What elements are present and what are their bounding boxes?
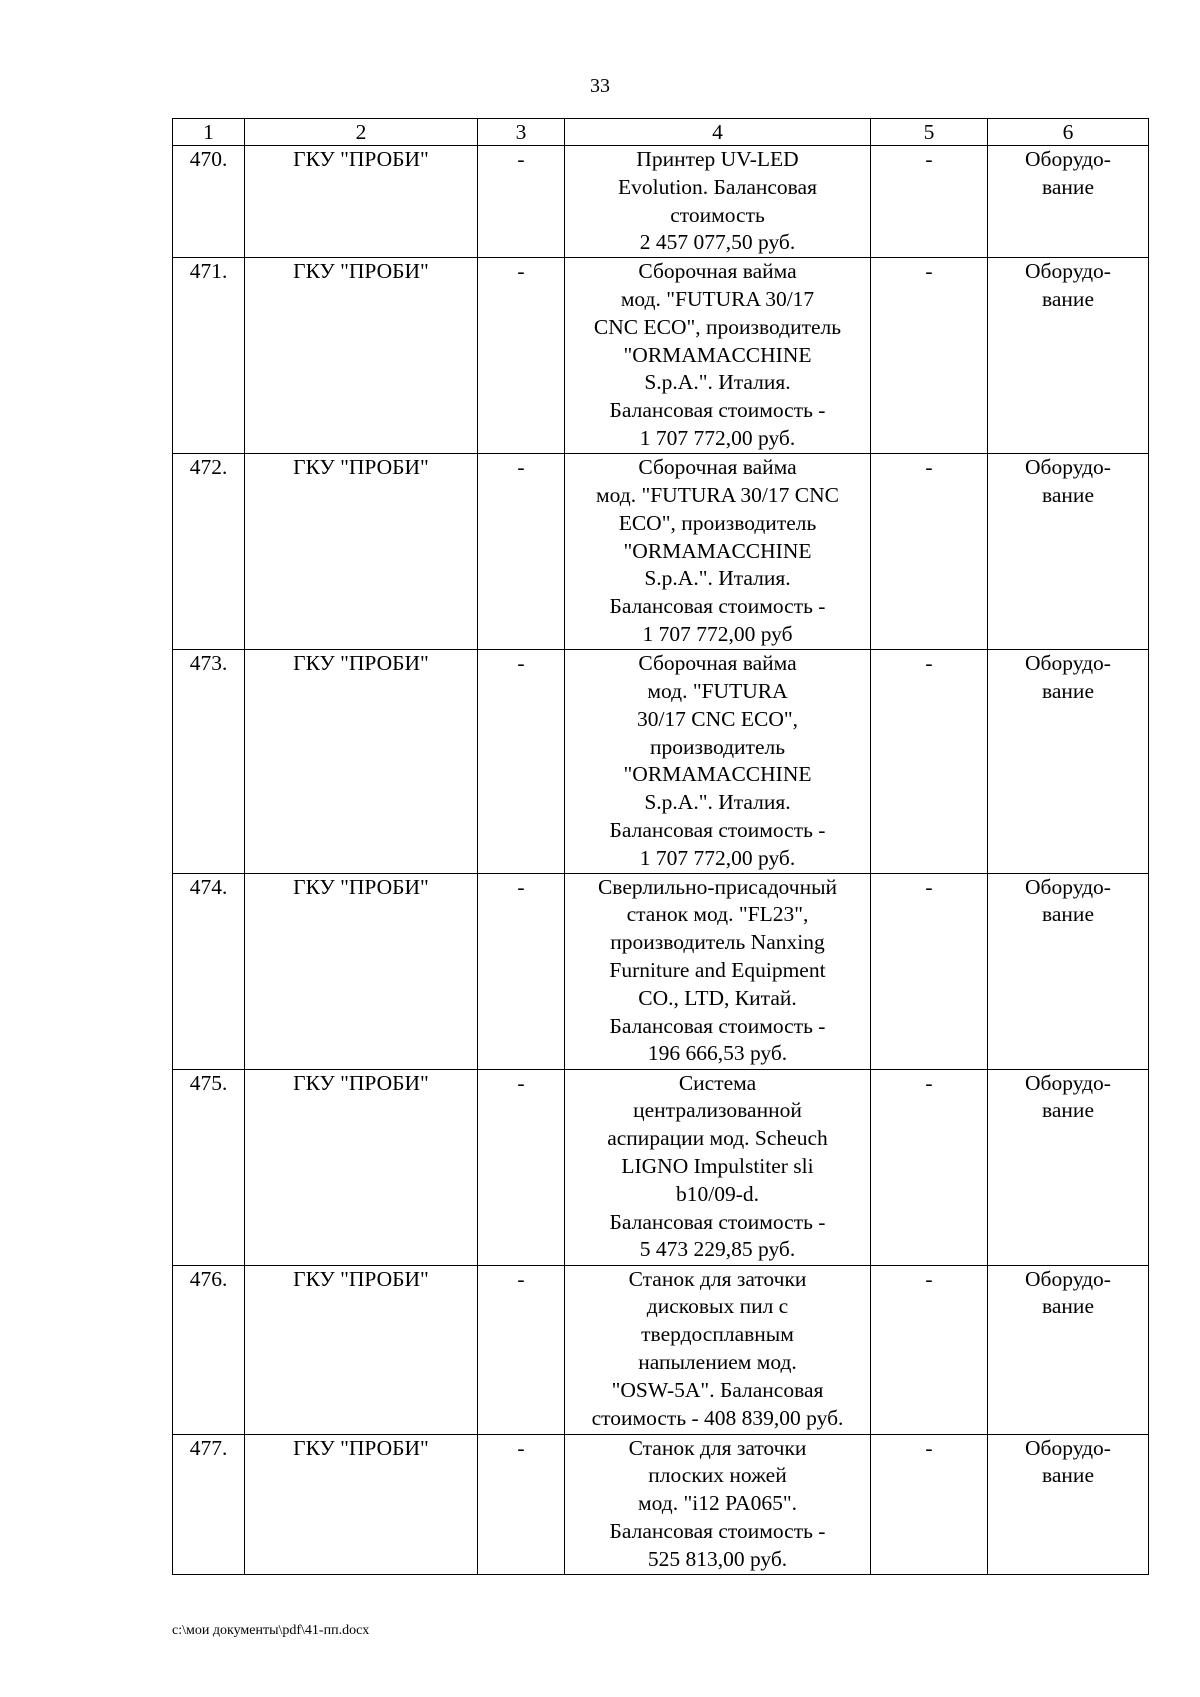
col5-cell: - xyxy=(871,1265,988,1434)
description-line: мод. "i12 PA065". xyxy=(638,1491,797,1516)
description-line: Сборочная вайма xyxy=(638,455,797,480)
holder-cell: ГКУ "ПРОБИ" xyxy=(245,650,478,873)
col3-cell: - xyxy=(478,146,565,258)
row-number: 470. xyxy=(173,146,245,258)
type-line: Оборудо- xyxy=(1025,259,1111,284)
holder-cell: ГКУ "ПРОБИ" xyxy=(245,1434,478,1574)
type-cell xyxy=(988,650,1149,873)
description-line: стоимость - 408 839,00 руб. xyxy=(591,1405,844,1430)
description-line: LIGNO Impulstiter sli xyxy=(621,1153,814,1178)
type-line: вание xyxy=(1042,1098,1094,1123)
type-cell xyxy=(988,873,1149,1069)
col5-cell: - xyxy=(871,454,988,650)
description-line: b10/09-d. xyxy=(675,1181,759,1206)
type-line: вание xyxy=(1042,286,1094,311)
col5-cell: - xyxy=(871,258,988,454)
row-number: 473. xyxy=(173,650,245,873)
description-line: Балансовая стоимость - xyxy=(609,1209,826,1234)
description-line: S.p.A.". Италия. xyxy=(644,790,791,815)
type-cell xyxy=(988,1069,1149,1265)
type-line: вание xyxy=(1042,902,1094,927)
description-line: 525 813,00 руб. xyxy=(647,1546,788,1571)
row-number: 472. xyxy=(173,454,245,650)
description-line: централизованной xyxy=(633,1098,802,1123)
description-cell xyxy=(565,146,871,258)
type-line: вание xyxy=(1042,678,1094,703)
description-line: 196 666,53 руб. xyxy=(647,1041,788,1066)
column-header: 6 xyxy=(988,119,1149,146)
type-line: Оборудо- xyxy=(1025,455,1111,480)
column-header: 4 xyxy=(565,119,871,146)
type-line: Оборудо- xyxy=(1025,651,1111,676)
description-line: 5 473 229,85 руб. xyxy=(639,1237,796,1262)
type-cell xyxy=(988,146,1149,258)
description-line: Система xyxy=(678,1070,757,1095)
type-line: вание xyxy=(1042,1294,1094,1319)
description-line: Балансовая стоимость - xyxy=(609,398,826,423)
table-row xyxy=(173,146,1149,258)
type-line: Оборудо- xyxy=(1025,1266,1111,1291)
description-line: CO., LTD, Китай. xyxy=(638,985,797,1010)
description-line: Сборочная вайма xyxy=(638,259,797,284)
description-line: 1 707 772,00 руб xyxy=(642,621,793,646)
row-number: 476. xyxy=(173,1265,245,1434)
type-line: Оборудо- xyxy=(1025,1435,1111,1460)
description-line: мод. "FUTURA xyxy=(647,678,788,703)
column-header: 5 xyxy=(871,119,988,146)
description-line: "ORMAMACCHINE xyxy=(623,342,812,367)
type-line: вание xyxy=(1042,174,1094,199)
col5-cell: - xyxy=(871,1069,988,1265)
col3-cell: - xyxy=(478,873,565,1069)
type-line: Оборудо- xyxy=(1025,1070,1111,1095)
description-line: S.p.A.". Италия. xyxy=(644,370,791,395)
description-line: аспирации мод. Scheuch xyxy=(607,1126,828,1151)
description-cell xyxy=(565,1434,871,1574)
col5-cell: - xyxy=(871,146,988,258)
description-line: 30/17 CNC ECO", xyxy=(636,706,799,731)
description-line: Балансовая стоимость - xyxy=(609,817,826,842)
description-line: Балансовая стоимость - xyxy=(609,1518,826,1543)
description-line: Принтер UV-LED xyxy=(636,147,799,171)
description-cell xyxy=(565,1265,871,1434)
row-number: 477. xyxy=(173,1434,245,1574)
row-number: 475. xyxy=(173,1069,245,1265)
table-row xyxy=(173,258,1149,454)
description-cell xyxy=(565,454,871,650)
description-line: мод. "FUTURA 30/17 CNC xyxy=(596,482,839,507)
description-line: CNC ECO", производитель xyxy=(593,314,842,339)
type-cell xyxy=(988,1265,1149,1434)
description-line: Сверлильно-присадочный xyxy=(597,874,838,899)
col3-cell: - xyxy=(478,1069,565,1265)
description-line: 1 707 772,00 руб. xyxy=(639,845,796,870)
description-line: напылением мод. xyxy=(638,1349,797,1374)
description-line: "ORMAMACCHINE xyxy=(623,762,812,787)
description-line: Evolution. Балансовая xyxy=(617,174,817,199)
holder-cell: ГКУ "ПРОБИ" xyxy=(245,1265,478,1434)
type-line: вание xyxy=(1042,1463,1094,1488)
col3-cell: - xyxy=(478,258,565,454)
description-line: Балансовая стоимость - xyxy=(609,1013,826,1038)
description-line: мод. "FUTURA 30/17 xyxy=(620,286,815,311)
col3-cell: - xyxy=(478,454,565,650)
description-line: Станок для заточки xyxy=(628,1266,807,1291)
description-cell xyxy=(565,258,871,454)
description-cell xyxy=(565,873,871,1069)
description-cell xyxy=(565,1069,871,1265)
table-row xyxy=(173,454,1149,650)
description-line: плоских ножей xyxy=(648,1463,787,1488)
page-number: 33 xyxy=(590,75,610,97)
table-row xyxy=(173,650,1149,873)
description-line: дисковых пил с xyxy=(646,1294,789,1319)
description-line: Furniture and Equipment xyxy=(609,957,826,982)
col3-cell: - xyxy=(478,1265,565,1434)
col5-cell: - xyxy=(871,1434,988,1574)
holder-cell: ГКУ "ПРОБИ" xyxy=(245,146,478,258)
table-row xyxy=(173,1265,1149,1434)
description-line: Станок для заточки xyxy=(628,1435,807,1460)
holder-cell: ГКУ "ПРОБИ" xyxy=(245,258,478,454)
holder-cell: ГКУ "ПРОБИ" xyxy=(245,454,478,650)
col5-cell: - xyxy=(871,650,988,873)
description-line: 1 707 772,00 руб. xyxy=(639,425,796,450)
description-line: 2 457 077,50 руб. xyxy=(639,230,796,255)
description-line: производитель Nanxing xyxy=(610,930,825,955)
type-cell xyxy=(988,454,1149,650)
property-registry-table xyxy=(172,118,1149,1575)
description-cell xyxy=(565,650,871,873)
table-row xyxy=(173,1434,1149,1574)
row-number: 471. xyxy=(173,258,245,454)
col3-cell: - xyxy=(478,1434,565,1574)
description-line: S.p.A.". Италия. xyxy=(644,566,791,591)
row-number: 474. xyxy=(173,873,245,1069)
type-cell xyxy=(988,258,1149,454)
table-header-row xyxy=(173,119,1149,146)
column-header: 3 xyxy=(478,119,565,146)
description-line: Сборочная вайма xyxy=(638,651,797,676)
col5-cell: - xyxy=(871,873,988,1069)
description-line: "ORMAMACCHINE xyxy=(623,538,812,563)
description-line: твердосплавным xyxy=(641,1322,794,1347)
column-header: 1 xyxy=(173,119,245,146)
description-line: Балансовая стоимость - xyxy=(609,594,826,619)
description-line: "OSW-5A". Балансовая xyxy=(611,1377,824,1402)
holder-cell: ГКУ "ПРОБИ" xyxy=(245,1069,478,1265)
type-line: вание xyxy=(1042,482,1094,507)
table-row xyxy=(173,873,1149,1069)
holder-cell: ГКУ "ПРОБИ" xyxy=(245,873,478,1069)
table-row xyxy=(173,1069,1149,1265)
description-line: станок мод. "FL23", xyxy=(626,902,809,927)
type-line: Оборудо- xyxy=(1025,147,1111,171)
description-line: стоимость xyxy=(670,202,765,227)
document-path-footer: c:\мои документы\pdf\41-пп.docx xyxy=(172,1623,370,1638)
description-line: производитель xyxy=(649,734,786,759)
col3-cell: - xyxy=(478,650,565,873)
column-header: 2 xyxy=(245,119,478,146)
type-line: Оборудо- xyxy=(1025,874,1111,899)
description-line: ECO", производитель xyxy=(618,510,817,535)
type-cell xyxy=(988,1434,1149,1574)
